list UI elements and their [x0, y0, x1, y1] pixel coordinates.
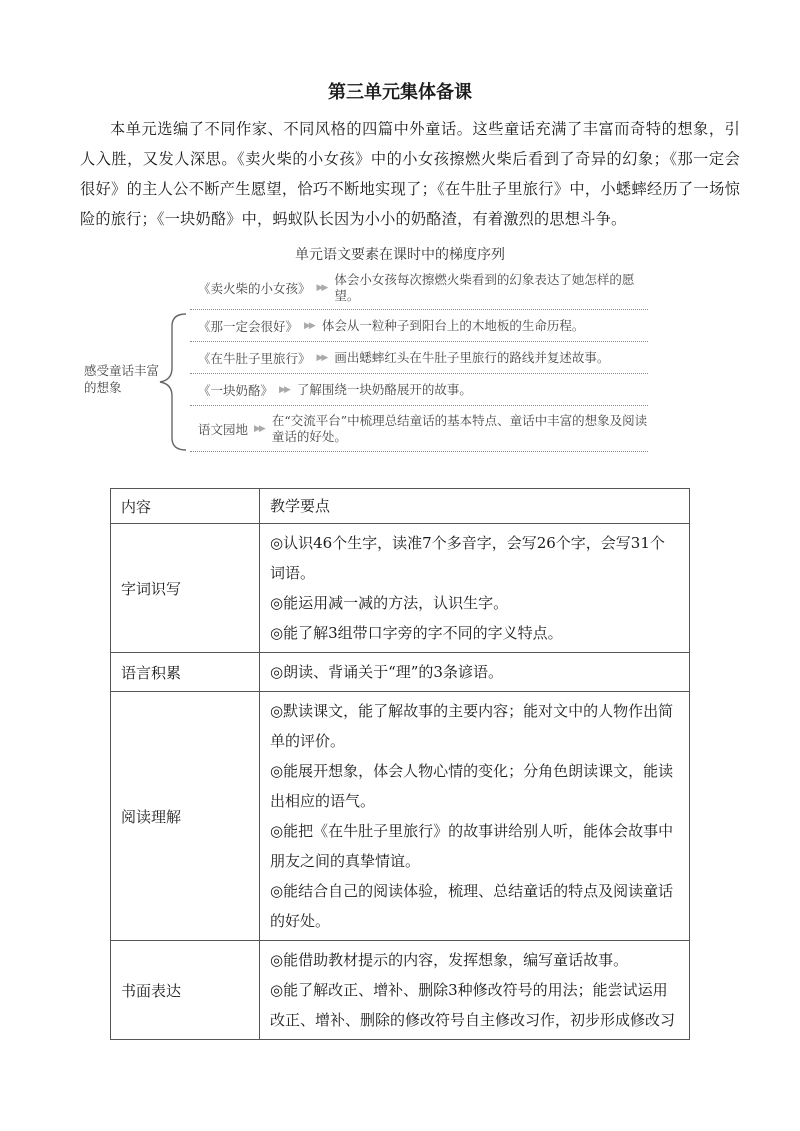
teaching-point: ◎能借助教材提示的内容，发挥想象，编写童话故事。 [270, 951, 629, 969]
row-category: 阅读理解 [111, 692, 260, 941]
row-category: 字词识写 [111, 524, 260, 653]
curly-brace-icon [152, 312, 188, 452]
teaching-point: ◎能了解3组带口字旁的字不同的字义特点。 [270, 624, 563, 642]
diagram-rows [190, 266, 648, 452]
row-points [260, 524, 690, 653]
table-header-row [111, 489, 690, 524]
double-arrow-icon: ▶▶ [254, 423, 264, 434]
diagram-title: 单元语文要素在课时中的梯度序列 [295, 247, 505, 263]
row-points [260, 653, 690, 692]
diagram-book: 《在牛肚子里旅行》 [198, 350, 311, 366]
diagram-book: 《一块奶酪》 [198, 382, 274, 398]
header-points: 教学要点 [260, 489, 690, 524]
intro-paragraph: 本单元选编了不同作家、不同风格的四篇中外童话。这些童话充满了丰富而奇特的想象，引人入胜，又发人深思。《卖火柴的小女孩》中的小女孩擦燃火柴后看到了奇异的幻象；《那一定会很好》的主人公不断产生愿望，恰巧不断地实现了；《在牛肚子里旅行》中，小蟋蟀经历了一场惊险的旅行；《一块奶酪》中，蚂蚁队长因为小小的奶酪渣，有着激烈的思想斗争。 [80, 120, 740, 228]
diagram-desc: 画出蟋蟀红头在牛肚子里旅行的路线并复述故事。 [334, 349, 610, 365]
diagram-desc: 在“交流平台”中梳理总结童话的基本特点、童话中丰富的想象及阅读童话的好处。 [271, 412, 648, 444]
diagram-book: 《卖火柴的小女孩》 [198, 280, 311, 296]
table-row [111, 941, 690, 1040]
diagram-book: 《那一定会很好》 [198, 318, 299, 334]
teaching-point: ◎朗读、背诵关于“理”的3条谚语。 [270, 663, 503, 681]
diagram-left-label: 感受童话丰富的想象 [84, 363, 160, 395]
row-category: 语言积累 [111, 653, 260, 692]
diagram-desc: 了解围绕一块奶酪展开的故事。 [296, 381, 472, 397]
table-row [111, 524, 690, 653]
teaching-point: ◎能展开想象，体会人物心情的变化；分角色朗读课文，能读出相应的语气。 [270, 762, 674, 810]
diagram-row [190, 374, 648, 406]
row-points [260, 692, 690, 941]
header-content: 内容 [111, 489, 260, 524]
teaching-point: ◎认识46个生字，读准7个多音字，会写26个字，会写31个词语。 [270, 534, 665, 582]
double-arrow-icon: ▶▶ [316, 352, 327, 363]
teaching-point: ◎能了解改正、增补、删除3种修改符号的用法；能尝试运用改正、增补、删除的修改符号自主修改习作，初步形成修改习 [270, 981, 676, 1029]
row-points [260, 941, 690, 1040]
diagram-row [190, 342, 648, 374]
table-row [111, 653, 690, 692]
teaching-point: ◎能结合自己的阅读体验，梳理、总结童话的特点及阅读童话的好处。 [270, 882, 674, 930]
teaching-point: ◎默读课文，能了解故事的主要内容；能对文中的人物作出简单的评价。 [270, 702, 674, 750]
row-category: 书面表达 [111, 941, 260, 1040]
double-arrow-icon: ▶▶ [279, 384, 289, 395]
teaching-point: ◎能把《在牛肚子里旅行》的故事讲给别人听，能体会故事中朋友之间的真挚情谊。 [270, 822, 674, 870]
diagram-book: 语文园地 [198, 421, 249, 437]
diagram-row [190, 310, 648, 342]
double-arrow-icon: ▶▶ [304, 320, 314, 331]
table-row [111, 692, 690, 941]
diagram-desc: 体会从一粒种子到阳台上的木地板的生命历程。 [321, 317, 585, 333]
diagram-row [190, 406, 648, 452]
teaching-point: ◎能运用减一减的方法，认识生字。 [270, 594, 509, 612]
diagram-row [190, 266, 648, 310]
double-arrow-icon: ▶▶ [316, 282, 327, 293]
page-title: 第三单元集体备课 [328, 82, 472, 103]
diagram-desc: 体会小女孩每次擦燃火柴看到的幻象表达了她怎样的愿望。 [334, 271, 635, 303]
teaching-points-table [110, 488, 690, 1040]
